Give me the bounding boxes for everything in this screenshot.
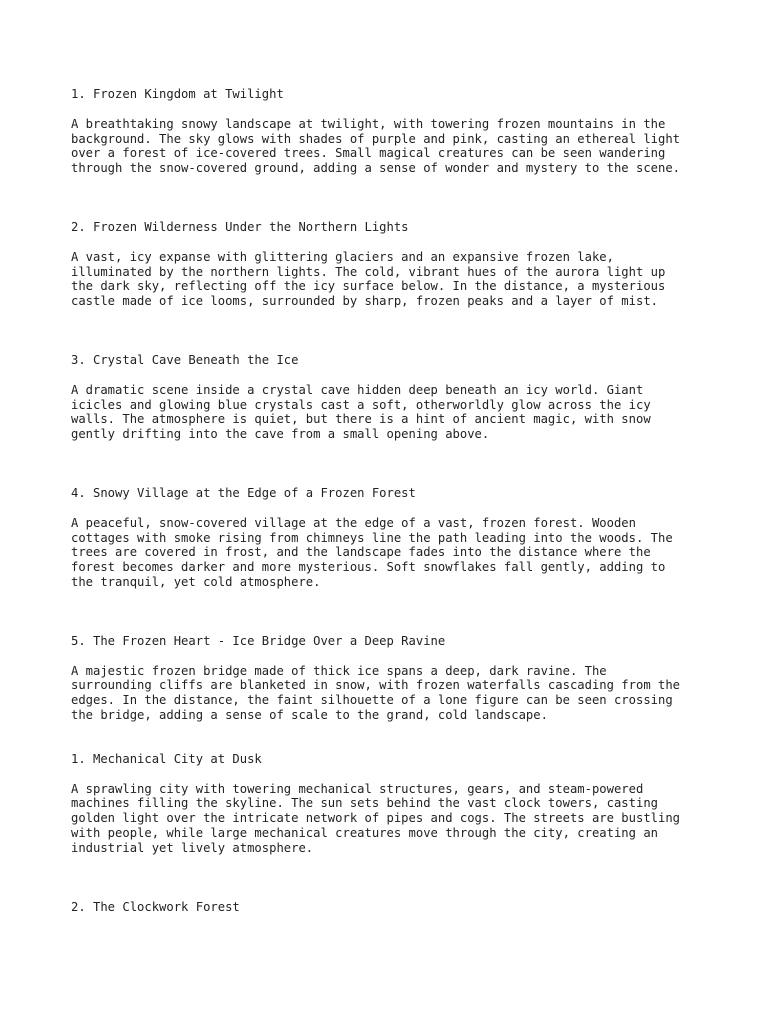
paragraph-line: A vast, icy expanse with glittering glaciers and an expansive frozen lake, <box>71 249 614 264</box>
section-paragraph <box>71 117 721 176</box>
paragraph-line: A majestic frozen bridge made of thick ice spans a deep, dark ravine. The <box>71 663 607 678</box>
section-heading: 4. Snowy Village at the Edge of a Frozen Forest <box>71 485 416 500</box>
section-heading: 2. The Clockwork Forest <box>71 899 240 914</box>
section-heading: 2. Frozen Wilderness Under the Northern Lights <box>71 219 409 234</box>
paragraph-line: cottages with smoke rising from chimneys line the path leading into the woods. The <box>71 530 673 545</box>
paragraph-line: icicles and glowing blue crystals cast a soft, otherworldly glow across the icy <box>71 397 651 412</box>
paragraph-line: the bridge, adding a sense of scale to the grand, cold landscape. <box>71 707 548 722</box>
paragraph-line: machines filling the skyline. The sun sets behind the vast clock towers, casting <box>71 796 658 811</box>
section-paragraph <box>71 250 721 309</box>
section-paragraph <box>71 516 721 590</box>
paragraph-line: surrounding cliffs are blanketed in snow, with frozen waterfalls cascading from the <box>71 678 681 693</box>
section-paragraph <box>71 782 721 856</box>
paragraph-line: A dramatic scene inside a crystal cave hidden deep beneath an icy world. Giant <box>71 382 644 397</box>
paragraph-line: castle made of ice looms, surrounded by sharp, frozen peaks and a layer of mist. <box>71 294 658 309</box>
paragraph-line: gently drifting into the cave from a small opening above. <box>71 427 490 442</box>
section-heading: 1. Frozen Kingdom at Twilight <box>71 87 284 101</box>
section-paragraph <box>71 664 721 723</box>
paragraph-line: industrial yet lively atmosphere. <box>71 840 314 855</box>
paragraph-line: illuminated by the northern lights. The cold, vibrant hues of the aurora light up <box>71 264 666 279</box>
document-page <box>71 87 721 914</box>
paragraph-line: golden light over the intricate network of pipes and cogs. The streets are bustling <box>71 811 681 826</box>
section-paragraph <box>71 383 721 442</box>
paragraph-line: A peaceful, snow-covered village at the edge of a vast, frozen forest. Wooden <box>71 515 636 530</box>
section-heading: 1. Mechanical City at Dusk <box>71 751 262 766</box>
paragraph-line: the tranquil, yet cold atmosphere. <box>71 574 321 589</box>
paragraph-line: forest becomes darker and more mysterious. Soft snowflakes fall gently, adding to <box>71 560 666 575</box>
paragraph-line: A breathtaking snowy landscape at twilight, with towering frozen mountains in the <box>71 116 666 131</box>
section-heading: 3. Crystal Cave Beneath the Ice <box>71 352 299 367</box>
paragraph-line: the dark sky, reflecting off the icy surface below. In the distance, a mysterious <box>71 279 666 294</box>
paragraph-line: through the snow-covered ground, adding a sense of wonder and mystery to the scene. <box>71 161 681 176</box>
paragraph-line: with people, while large mechanical creatures move through the city, creating an <box>71 825 658 840</box>
paragraph-line: trees are covered in frost, and the landscape fades into the distance where the <box>71 545 651 560</box>
paragraph-line: A sprawling city with towering mechanical structures, gears, and steam-powered <box>71 781 644 796</box>
paragraph-line: walls. The atmosphere is quiet, but there is a hint of ancient magic, with snow <box>71 412 651 427</box>
paragraph-line: over a forest of ice-covered trees. Small magical creatures can be seen wandering <box>71 146 666 161</box>
section-heading: 5. The Frozen Heart - Ice Bridge Over a Deep Ravine <box>71 633 446 648</box>
paragraph-line: edges. In the distance, the faint silhouette of a lone figure can be seen crossing <box>71 693 673 708</box>
paragraph-line: background. The sky glows with shades of purple and pink, casting an ethereal light <box>71 131 681 146</box>
